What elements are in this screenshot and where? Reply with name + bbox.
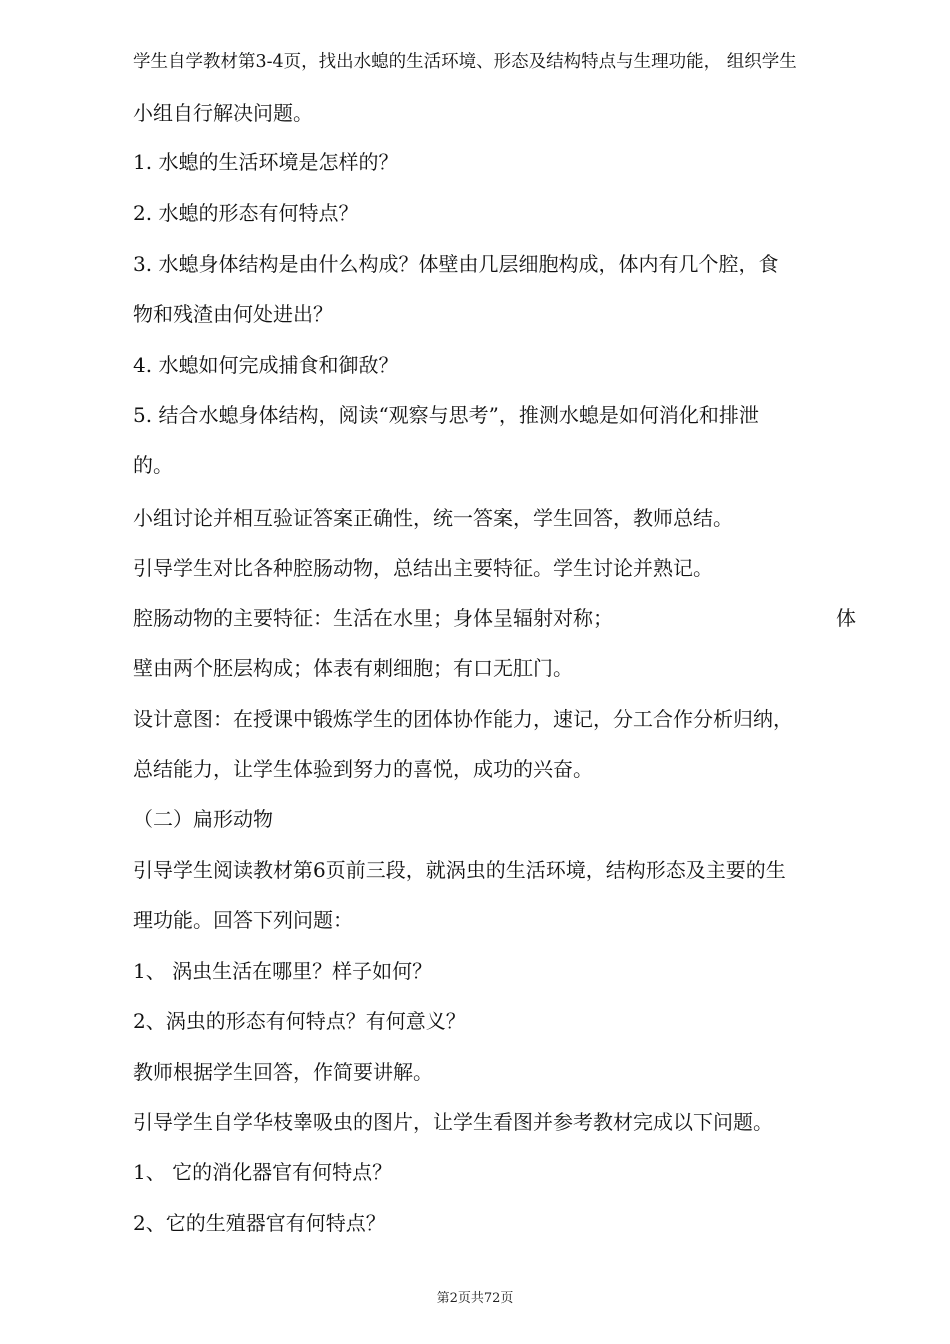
page-footer: 第2页共72页	[436, 1291, 514, 1306]
question-line: 5. 结合水螅身体结构，阅读“观察与思考”，推测水螅是如何消化和排泄	[133, 403, 759, 427]
question-line: 2. 水螅的形态有何特点？	[133, 201, 359, 225]
question-line: 的。	[133, 453, 173, 477]
paragraph-line	[133, 604, 873, 632]
paragraph-line: 壁由两个胚层构成；体表有刺细胞；有口无肛门。	[133, 656, 573, 680]
paragraph-line: 理功能。回答下列问题：	[133, 908, 353, 932]
paragraph-line: 引导学生阅读教材第6页前三段，就涡虫的生活环境，结构形态及主要的生	[133, 858, 786, 882]
paragraph-line: 小组自行解决问题。	[133, 101, 313, 125]
paragraph-line: 学生自学教材第3-4页，找出水螅的生活环境、形态及结构特点与生理功能， 组织学生	[133, 52, 797, 72]
paragraph-line: 引导学生自学华枝睾吸虫的图片，让学生看图并参考教材完成以下问题。	[133, 1110, 773, 1134]
question-line: 1、 它的消化器官有何特点？	[133, 1160, 393, 1184]
feature-text: 腔肠动物的主要特征：生活在水里；身体呈辐射对称；	[133, 606, 613, 630]
paragraph-line: 设计意图：在授课中锻炼学生的团体协作能力，速记，分工合作分析归纳，	[133, 707, 793, 731]
question-line: 2、涡虫的形态有何特点？有何意义？	[133, 1009, 466, 1033]
paragraph-line: 总结能力，让学生体验到努力的喜悦，成功的兴奋。	[133, 757, 593, 781]
feature-text-end: 体	[836, 606, 856, 630]
question-line: 1、 涡虫生活在哪里？样子如何？	[133, 959, 433, 983]
paragraph-line: 小组讨论并相互验证答案正确性，统一答案，学生回答，教师总结。	[133, 506, 733, 530]
question-line: 3. 水螅身体结构是由什么构成？体壁由几层细胞构成，体内有几个腔，食	[133, 252, 779, 276]
question-line: 4. 水螅如何完成捕食和御敌？	[133, 353, 399, 377]
section-heading: （二）扁形动物	[133, 807, 273, 831]
paragraph-line: 引导学生对比各种腔肠动物，总结出主要特征。学生讨论并熟记。	[133, 556, 713, 580]
question-line: 物和残渣由何处进出？	[133, 302, 333, 326]
paragraph-line: 教师根据学生回答，作简要讲解。	[133, 1060, 433, 1084]
question-line: 2、它的生殖器官有何特点？	[133, 1211, 386, 1235]
question-line: 1. 水螅的生活环境是怎样的？	[133, 150, 399, 174]
